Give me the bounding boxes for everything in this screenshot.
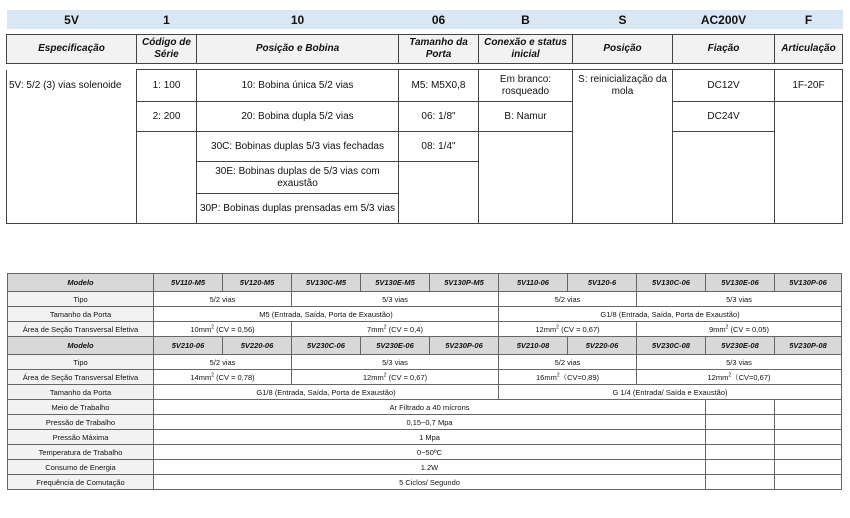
row-label: Pressão Máxima bbox=[8, 430, 154, 445]
model-cell: 5V130P-M5 bbox=[430, 274, 499, 292]
code-cell: F bbox=[775, 10, 843, 29]
row-label: Tamanho da Porta bbox=[8, 385, 154, 400]
code-cell: S bbox=[573, 10, 673, 29]
column-header: Articulação bbox=[775, 35, 843, 64]
column-header: Conexão e status inicial bbox=[479, 35, 573, 64]
model-cell: 5V130E-M5 bbox=[361, 274, 430, 292]
model-cell: 5V230E-06 bbox=[361, 337, 430, 355]
model-cell: 5V130C-06 bbox=[637, 274, 706, 292]
pressure-cell: 0,15~0,7 Mpa bbox=[154, 415, 706, 430]
series-cell: 1: 100 bbox=[137, 70, 197, 102]
model-cell: 5V230C-06 bbox=[292, 337, 361, 355]
connection-cell: Em branco: rosqueado bbox=[479, 70, 573, 102]
row-label: Tamanho da Porta bbox=[8, 307, 154, 322]
wiring-cell: DC12V bbox=[673, 70, 775, 102]
code-row bbox=[7, 10, 843, 29]
column-header: Posição bbox=[573, 35, 673, 64]
position-coil-cell: 10: Bobina única 5/2 vias bbox=[197, 70, 399, 102]
area-cell: $12mm^2$ (CV = 0,67) bbox=[292, 370, 499, 385]
port-cell: G1/8 (Entrada, Saída, Porta de Exaustão) bbox=[499, 307, 842, 322]
articulation-cell: 1F-20F bbox=[775, 70, 843, 102]
table-row bbox=[8, 445, 842, 460]
position-cell: S: reinicialização da mola bbox=[573, 70, 673, 224]
model-cell: 5V210-08 bbox=[499, 337, 568, 355]
area-cell: $12mm^2(CV=0,67)$ bbox=[637, 370, 842, 385]
model-cell: 5V130P-06 bbox=[775, 274, 842, 292]
spec-table bbox=[7, 273, 842, 490]
table-row bbox=[8, 400, 842, 415]
type-cell: 5/3 vias bbox=[637, 292, 842, 307]
port-size-cell: 08: 1/4" bbox=[399, 132, 479, 162]
table-row bbox=[8, 385, 842, 400]
row-label: Meio de Trabalho bbox=[8, 400, 154, 415]
model-cell: 5V230E-08 bbox=[706, 337, 775, 355]
port-size-cell: 06: 1/8" bbox=[399, 102, 479, 132]
table-row bbox=[8, 355, 842, 370]
column-header: Código de Série bbox=[137, 35, 197, 64]
model-cell: 5V220-06 bbox=[568, 337, 637, 355]
position-coil-cell: 30C: Bobinas duplas 5/3 vias fechadas bbox=[197, 132, 399, 162]
header-row bbox=[7, 35, 843, 64]
row-label: Consumo de Energia bbox=[8, 460, 154, 475]
table-row bbox=[8, 460, 842, 475]
column-header: Fiação bbox=[673, 35, 775, 64]
model-row bbox=[8, 274, 842, 292]
position-coil-cell: 20: Bobina dupla 5/2 vias bbox=[197, 102, 399, 132]
port-cell: M5 (Entrada, Saída, Porta de Exaustão) bbox=[154, 307, 499, 322]
model-cell: 5V230P-06 bbox=[430, 337, 499, 355]
type-cell: 5/2 vias bbox=[499, 292, 637, 307]
row-label: Modelo bbox=[8, 337, 154, 355]
area-cell: $12mm^2$ (CV = 0,67) bbox=[499, 322, 637, 337]
model-cell: 5V230P-08 bbox=[775, 337, 842, 355]
temperature-cell: 0~50ºC bbox=[154, 445, 706, 460]
column-header: Especificação bbox=[7, 35, 137, 64]
position-coil-cell: 30P: Bobinas duplas prensadas em 5/3 vias bbox=[197, 194, 399, 224]
max-pressure-cell: 1 Mpa bbox=[154, 430, 706, 445]
table-row bbox=[8, 307, 842, 322]
position-coil-cell: 30E: Bobinas duplas de 5/3 vias com exaustão bbox=[197, 162, 399, 194]
code-cell: B bbox=[479, 10, 573, 29]
type-cell: 5/3 vias bbox=[292, 292, 499, 307]
model-cell: 5V120-M5 bbox=[223, 274, 292, 292]
medium-cell: Ar Filtrado a 40 mícrons bbox=[154, 400, 706, 415]
model-cell: 5V120-6 bbox=[568, 274, 637, 292]
model-cell: 5V230C-08 bbox=[637, 337, 706, 355]
model-cell: 5V110-M5 bbox=[154, 274, 223, 292]
area-cell: $16mm^2(CV=0,89)$ bbox=[499, 370, 637, 385]
area-cell: $14mm^2$ (CV = 0,78) bbox=[154, 370, 292, 385]
row-label: Tipo bbox=[8, 292, 154, 307]
wiring-cell: DC24V bbox=[673, 102, 775, 132]
type-cell: 5/2 vias bbox=[499, 355, 637, 370]
type-cell: 5/3 vias bbox=[292, 355, 499, 370]
table-row bbox=[8, 370, 842, 385]
connection-cell: B: Namur bbox=[479, 102, 573, 132]
table-row bbox=[8, 475, 842, 490]
row-label: Temperatura de Trabalho bbox=[8, 445, 154, 460]
code-cell: 06 bbox=[399, 10, 479, 29]
code-cell: 1 bbox=[137, 10, 197, 29]
port-cell: G1/8 (Entrada, Saída, Porta de Exaustão) bbox=[154, 385, 499, 400]
code-cell: AC200V bbox=[673, 10, 775, 29]
table-row bbox=[8, 292, 842, 307]
code-cell: 5V bbox=[7, 10, 137, 29]
area-cell: $7mm^2$ (CV = 0,4) bbox=[292, 322, 499, 337]
column-header: Posição e Bobina bbox=[197, 35, 399, 64]
model-cell: 5V210-06 bbox=[154, 337, 223, 355]
model-cell: 5V130C-M5 bbox=[292, 274, 361, 292]
type-cell: 5/2 vias bbox=[154, 355, 292, 370]
model-row bbox=[8, 337, 842, 355]
energy-cell: 1.2W bbox=[154, 460, 706, 475]
row-label: Área de Seção Transversal Efetiva bbox=[8, 370, 154, 385]
model-cell: 5V220-06 bbox=[223, 337, 292, 355]
row-label: Frequência de Comutação bbox=[8, 475, 154, 490]
series-cell: 2: 200 bbox=[137, 102, 197, 132]
type-cell: 5/2 vias bbox=[154, 292, 292, 307]
port-size-cell: M5: M5X0,8 bbox=[399, 70, 479, 102]
row-label: Área de Seção Transversal Efetiva bbox=[8, 322, 154, 337]
column-header: Tamanho da Porta bbox=[399, 35, 479, 64]
table-row bbox=[8, 322, 842, 337]
ordering-code-table bbox=[6, 10, 843, 224]
row-label: Pressão de Trabalho bbox=[8, 415, 154, 430]
model-cell: 5V130E-06 bbox=[706, 274, 775, 292]
area-cell: $10mm^2$ (CV = 0,56) bbox=[154, 322, 292, 337]
row-label: Modelo bbox=[8, 274, 154, 292]
area-cell: $9mm^2$ (CV = 0,05) bbox=[637, 322, 842, 337]
frequency-cell: 5 Ciclos/ Segundo bbox=[154, 475, 706, 490]
table-row bbox=[8, 430, 842, 445]
model-cell: 5V110-06 bbox=[499, 274, 568, 292]
type-cell: 5/3 vias bbox=[637, 355, 842, 370]
row-label: Tipo bbox=[8, 355, 154, 370]
table-row bbox=[8, 415, 842, 430]
spec-cell: 5V: 5/2 (3) vias solenoide bbox=[7, 70, 137, 224]
port-cell: G 1/4 (Entrada/ Saída e Exaustão) bbox=[499, 385, 842, 400]
code-cell: 10 bbox=[197, 10, 399, 29]
